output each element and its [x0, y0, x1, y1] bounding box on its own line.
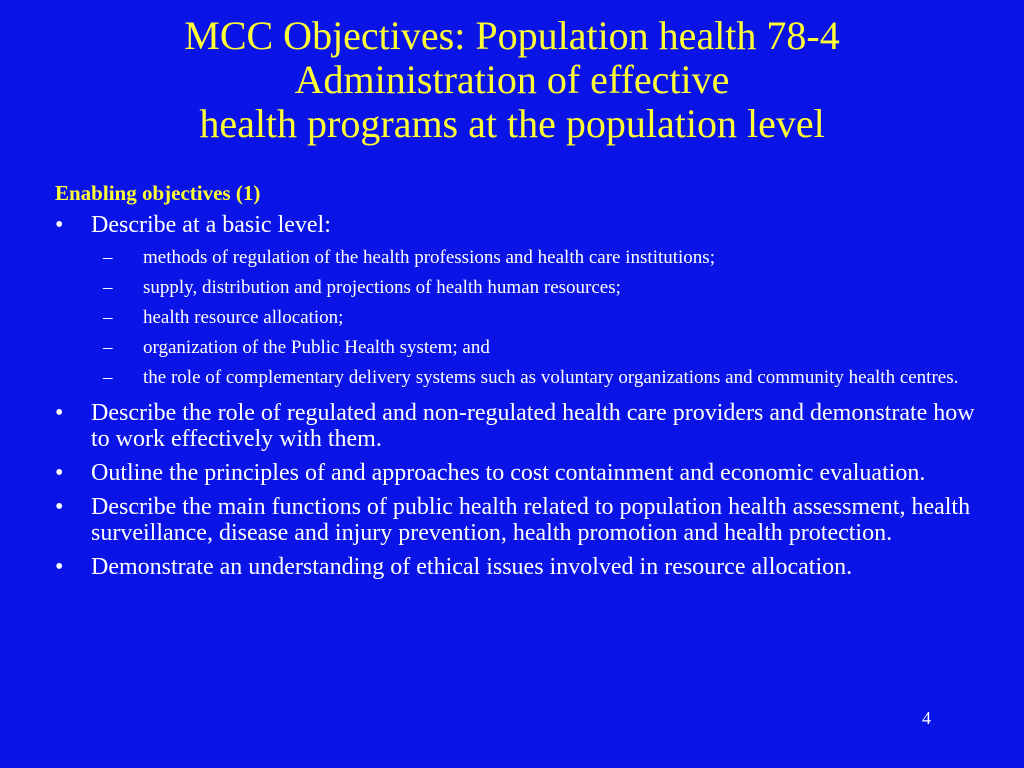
bullet-item — [55, 460, 985, 486]
dash-mark: – — [103, 337, 113, 358]
sub-bullet-list — [55, 246, 985, 390]
sub-bullet-text: supply, distribution and projections of health human resources; — [143, 277, 621, 298]
page-number: 4 — [922, 708, 931, 728]
section-subtitle: Enabling objectives (1) — [55, 181, 261, 205]
sub-bullet-item — [55, 336, 985, 360]
dash-mark: – — [103, 367, 113, 388]
bullet-mark: • — [55, 554, 64, 580]
sub-bullet-text: health resource allocation; — [143, 307, 344, 328]
bullet-mark: • — [55, 212, 64, 238]
dash-mark: – — [103, 277, 113, 298]
sub-bullet-text: organization of the Public Health system; and — [143, 337, 490, 358]
sub-bullet-item — [55, 306, 985, 330]
bullet-item — [55, 212, 985, 238]
sub-bullet-text: methods of regulation of the health professions and health care institutions; — [143, 247, 715, 268]
bullet-mark: • — [55, 400, 64, 426]
bullet-text: Describe the role of regulated and non-regulated health care providers and demonstrate how to work effectively with them. — [91, 400, 975, 452]
title-line-2: Administration of effective — [294, 57, 730, 102]
dash-mark: – — [103, 307, 113, 328]
bullet-item — [55, 400, 985, 452]
bullet-text: Demonstrate an understanding of ethical issues involved in resource allocation. — [91, 554, 853, 580]
sub-bullet-item — [55, 366, 985, 390]
title-line-3: health programs at the population level — [199, 101, 825, 146]
dash-mark: – — [103, 247, 113, 268]
bullet-text: Describe at a basic level: — [91, 212, 331, 238]
sub-bullet-item — [55, 246, 985, 270]
sub-bullet-text: the role of complementary delivery systems such as voluntary organizations and community health centres. — [143, 367, 959, 388]
bullet-item — [55, 494, 985, 546]
bullet-text: Describe the main functions of public health related to population health assessment, health surveillance, disease and injury prevention, health promotion and health protection. — [91, 494, 971, 546]
title-line-1: MCC Objectives: Population health 78-4 — [184, 13, 840, 58]
bullet-mark: • — [55, 494, 64, 520]
bullet-text: Outline the principles of and approaches to cost containment and economic evaluation. — [91, 460, 926, 486]
sub-bullet-item — [55, 276, 985, 300]
slide-title — [0, 14, 1024, 146]
slide-body — [55, 180, 985, 588]
bullet-mark: • — [55, 460, 64, 486]
bullet-item — [55, 554, 985, 580]
